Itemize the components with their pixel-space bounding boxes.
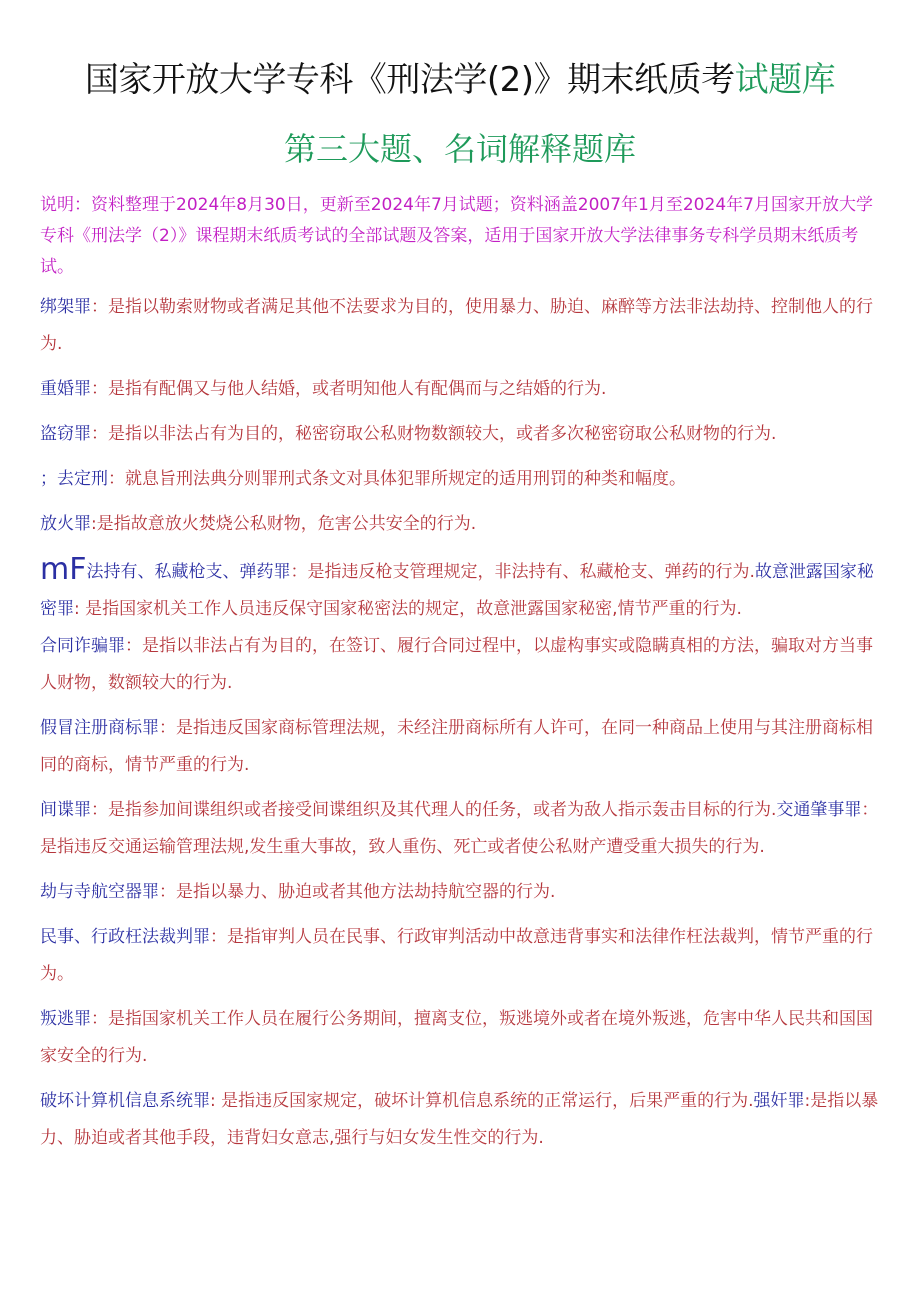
- section-subtitle: 第三大题、名词解释题库: [283, 130, 636, 168]
- term: 重婚罪: [40, 379, 91, 399]
- definition: ：是指以非法占有为目的，秘密窃取公私财物数额较大，或者多次秘密窃取公私财物的行为.: [91, 424, 777, 444]
- term: 间谍罪: [40, 800, 91, 820]
- term: 破坏计算机信息系统罪: [40, 1091, 210, 1111]
- term: 强奸罪: [753, 1091, 805, 1111]
- definition-entry: [40, 289, 880, 363]
- title-accent: 试题库: [734, 60, 836, 100]
- definition: ：是指违反枪支管理规定，非法持有、私藏枪支、弹药的行为.: [290, 562, 755, 582]
- definition-entry: [40, 919, 880, 993]
- definition: ：是指参加间谍组织或者接受间谍组织及其代理人的任务，或者为敌人指示轰击目标的行为.: [91, 800, 777, 820]
- definition: ：是指国家机关工作人员在履行公务期间，擅离支位，叛逃境外或者在境外叛逃，危害中华人民共和国国家安全的行为.: [40, 1009, 873, 1066]
- term: 绑架罪: [40, 297, 91, 317]
- term: 叛逃罪: [40, 1009, 91, 1029]
- explanatory-note: 说明：资料整理于2024年8月30日，更新至2024年7月试题；资料涵盖2007年1月至2024年7月国家开放大学专科《刑法学（2）》课程期末纸质考试的全部试题及答案，适用于国家开放大学法律事务专科学员期末纸质考试。: [40, 195, 873, 277]
- definition: ：是指有配偶又与他人结婚，或者明知他人有配偶而与之结婚的行为.: [91, 379, 607, 399]
- title-main: 国家开放大学专科《刑法学(2)》期末纸质考: [84, 60, 735, 100]
- definition: : 是指国家机关工作人员违反保守国家秘密法的规定，故意泄露国家秘密,情节严重的行为.: [74, 599, 742, 619]
- definition: ：是指以暴力、胁迫或者其他方法劫持航空器的行为.: [159, 882, 556, 902]
- term: 盗窃罪: [40, 424, 91, 444]
- definition: ：是指审判人员在民事、行政审判活动中故意违背事实和法律作枉法裁判，情节严重的行为。: [40, 927, 873, 984]
- definition: ：是指违反交通运输管理法规,发生重大事故，致人重伤、死亡或者使公私财产遭受重大损失的行为.: [40, 800, 879, 857]
- term: 民事、行政枉法裁判罪: [40, 927, 210, 947]
- definition-entry: [40, 371, 880, 408]
- definition-entry: [40, 1001, 880, 1075]
- definition-entry: [40, 416, 880, 453]
- definition: ：是指以非法占有为目的，在签订、履行合同过程中，以虚构事实或隐瞒真相的方法，骗取对方当事人财物，数额较大的行为.: [40, 636, 873, 693]
- definition-entry: [40, 506, 880, 543]
- definition-entry: [40, 628, 880, 702]
- definition: ：就息旨刑法典分则罪刑式条文对具体犯罪所规定的适用刑罚的种类和幅度。: [108, 469, 686, 489]
- definition-entry: [40, 461, 880, 498]
- term: 交通肇事罪: [776, 800, 862, 820]
- definition: ：是指违反国家商标管理法规，未经注册商标所有人许可，在同一种商品上使用与其注册商标相同的商标，情节严重的行为.: [40, 718, 873, 775]
- definition: :是指以暴力、胁迫或者其他手段，违背妇女意志,强行与妇女发生性交的行为.: [40, 1091, 879, 1148]
- definition: ：是指以勒索财物或者满足其他不法要求为目的，使用暴力、胁迫、麻醉等方法非法劫持、控制他人的行为.: [40, 297, 873, 354]
- definition-entry: [40, 792, 880, 866]
- term: ；去定刑: [40, 469, 108, 489]
- definition-entry: [40, 551, 880, 628]
- definition-entry: [40, 1083, 880, 1157]
- definition: :是指故意放火焚烧公私财物，危害公共安全的行为.: [91, 514, 477, 534]
- term: 法持有、私藏枪支、弹药罪: [86, 562, 291, 582]
- term: 劫与寺航空器罪: [40, 882, 159, 902]
- term: 假冒注册商标罪: [40, 718, 159, 738]
- term: 合同诈骗罪: [40, 636, 125, 656]
- term: 故意泄露国家秘密罪: [40, 562, 874, 619]
- stray-prefix: mF: [40, 552, 87, 587]
- document-title: [40, 56, 880, 104]
- definition-entry: [40, 710, 880, 784]
- definition: : 是指违反国家规定，破坏计算机信息系统的正常运行，后果严重的行为.: [210, 1091, 754, 1111]
- definition-entry: [40, 874, 880, 911]
- term: 放火罪: [40, 514, 91, 534]
